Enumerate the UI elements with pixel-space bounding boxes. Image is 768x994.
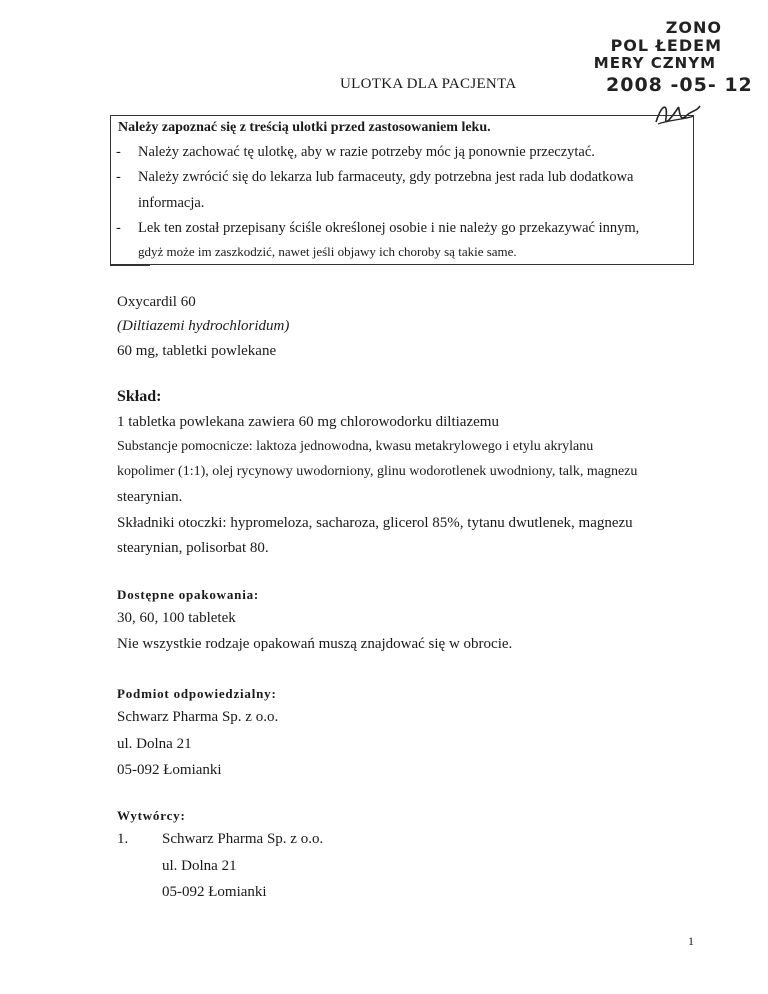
composition-line: Substancje pomocnicze: laktoza jednowodna, kwasu metakrylowego i etylu akrylanu (117, 439, 594, 454)
responsible-line: 05-092 Łomianki (117, 762, 222, 778)
manufacturer-line: ul. Dolna 21 (162, 858, 237, 874)
bullet-symbol: - (116, 220, 121, 236)
warning-item: Lek ten został przepisany ściśle określonej osobie i nie należy go przekazywać innym, (138, 220, 640, 236)
warning-item-continuation: informacja. (138, 195, 205, 211)
bullet-symbol: - (116, 169, 121, 185)
product-name: Oxycardil 60 (117, 294, 196, 310)
warning-item: Należy zwrócić się do lekarza lub farmaceuty, gdy potrzebna jest rada lub dodatkowa (138, 169, 634, 185)
product-form: 60 mg, tabletki powlekane (117, 343, 277, 359)
manufacturers-heading: Wytwórcy: (117, 808, 186, 823)
stamp-line-2: POL ŁEDEM (610, 36, 722, 55)
composition-line: kopolimer (1:1), olej rycynowy uwodorniony, glinu wodorotlenek uwodniony, talk, magnezu (117, 464, 638, 479)
composition-heading: Skład: (117, 388, 162, 405)
divider (110, 265, 150, 266)
packaging-line: 30, 60, 100 tabletek (117, 610, 236, 626)
responsible-line: Schwarz Pharma Sp. z o.o. (117, 709, 279, 725)
composition-line: Składniki otoczki: hypromeloza, sacharoza, glicerol 85%, tytanu dwutlenek, magnezu (117, 515, 633, 531)
composition-line: 1 tabletka powlekana zawiera 60 mg chlorowodorku diltiazemu (117, 414, 499, 430)
page-number: 1 (688, 934, 694, 948)
manufacturer-line: Schwarz Pharma Sp. z o.o. (162, 831, 324, 847)
warning-box (110, 115, 694, 265)
composition-line: stearynian, polisorbat 80. (117, 540, 269, 556)
stamp-line-1: ZONO (665, 18, 722, 37)
packaging-line: Nie wszystkie rodzaje opakowań muszą znajdować się w obrocie. (117, 636, 513, 652)
warning-item: Należy zachować tę ulotkę, aby w razie potrzeby móc ją ponownie przeczytać. (138, 144, 595, 160)
responsible-line: ul. Dolna 21 (117, 736, 192, 752)
page-title: ULOTKA DLA PACJENTA (340, 76, 517, 92)
composition-line: stearynian. (117, 489, 183, 505)
warning-box-title: Należy zapoznać się z treścią ulotki przed zastosowaniem leku. (118, 120, 491, 135)
responsible-heading: Podmiot odpowiedzialny: (117, 686, 277, 701)
warning-item-continuation: gdyż może im zaszkodzić, nawet jeśli objawy ich choroby są takie same. (138, 244, 517, 259)
stamp-date: 2008 -05- 12 (606, 74, 753, 96)
packaging-heading: Dostępne opakowania: (117, 587, 260, 602)
stamp-line-3: MERY CZNYM (593, 54, 716, 72)
manufacturer-line: 05-092 Łomianki (162, 884, 267, 900)
approval-stamp (560, 14, 760, 124)
manufacturer-number: 1. (117, 831, 129, 847)
bullet-symbol: - (116, 144, 121, 160)
product-substance: (Diltiazemi hydrochloridum) (117, 318, 290, 334)
